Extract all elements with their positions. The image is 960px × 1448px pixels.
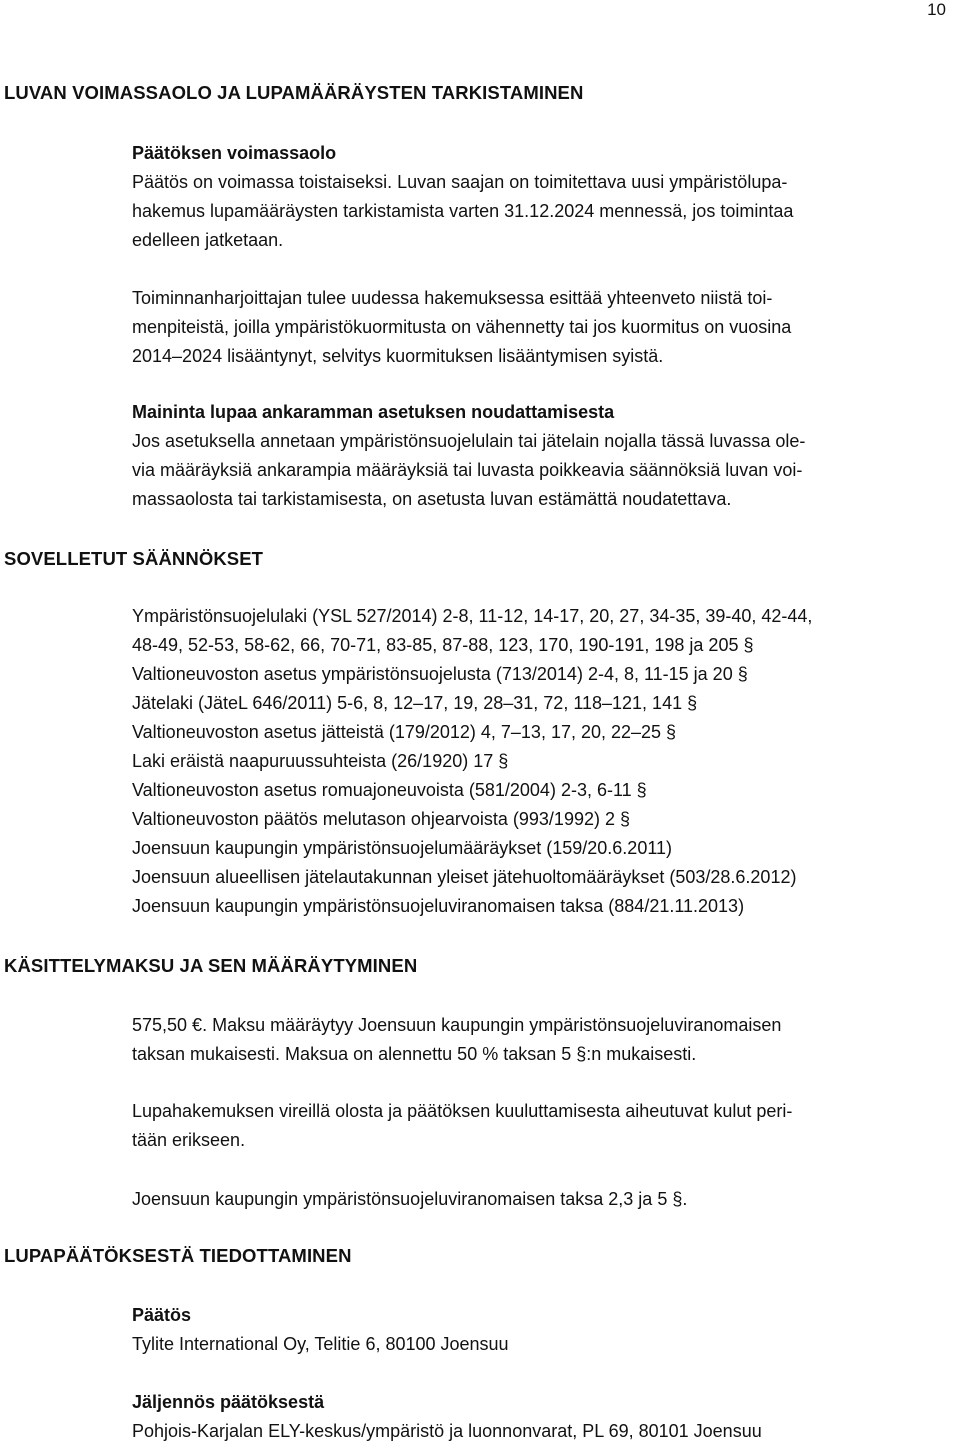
fee-line: Lupahakemuksen vireillä olosta ja päätöksen kuuluttamisesta aiheutuvat kulut peri- (132, 1101, 793, 1121)
operator-paragraph-line: menpiteistä, joilla ympäristökuormitusta on vähennetty tai jos kuormitus on vuosina (132, 317, 792, 337)
notification-heading: LUPAPÄÄTÖKSESTÄ TIEDOTTAMINEN (4, 1245, 352, 1266)
notification-copy-subheading: Jäljennös päätöksestä (132, 1392, 325, 1412)
fee-line: 575,50 €. Maksu määräytyy Joensuun kaupungin ympäristönsuojeluviranomaisen (132, 1015, 782, 1035)
rule-line: Valtioneuvoston asetus romuajoneuvoista (581/2004) 2-3, 6-11 § (132, 780, 647, 800)
rule-line: Joensuun kaupungin ympäristönsuojeluviranomaisen taksa (884/21.11.2013) (132, 896, 745, 916)
stricter-regulation-subheading: Maininta lupaa ankaramman asetuksen noudattamisesta (132, 402, 615, 422)
decision-validity-line: edelleen jatketaan. (132, 230, 284, 250)
rule-line: Joensuun alueellisen jätelautakunnan yleiset jätehuoltomääräykset (503/28.6.2012) (132, 867, 797, 887)
rule-line: Joensuun kaupungin ympäristönsuojelumääräykset (159/20.6.2011) (132, 838, 673, 858)
operator-paragraph (132, 284, 958, 371)
fee-line: Joensuun kaupungin ympäristönsuojeluviranomaisen taksa 2,3 ja 5 §. (132, 1189, 688, 1209)
rule-line: Laki eräistä naapuruussuhteista (26/1920) 17 § (132, 751, 509, 771)
rule-line: Ympäristönsuojelulaki (YSL 527/2014) 2-8, 11-12, 14-17, 20, 27, 34-35, 39-40, 42-44, (132, 606, 813, 626)
stricter-regulation-line: Jos asetuksella annetaan ympäristönsuojelulain tai jätelain nojalla tässä luvassa ole- (132, 431, 806, 451)
notification-decision-subheading: Päätös (132, 1305, 192, 1325)
validity-heading: LUVAN VOIMASSAOLO JA LUPAMÄÄRÄYSTEN TARKISTAMINEN (4, 82, 584, 103)
stricter-regulation-line: via määräyksiä ankarampia määräyksiä tai luvasta poikkeavia säännöksiä luvan voi- (132, 460, 803, 480)
rule-line: Valtioneuvoston asetus jätteistä (179/2012) 4, 7–13, 17, 20, 22–25 § (132, 722, 677, 742)
rule-line: Valtioneuvoston päätös melutason ohjearvoista (993/1992) 2 § (132, 809, 630, 829)
stricter-regulation-line: massaolosta tai tarkistamisesta, on asetusta luvan estämättä noudatettava. (132, 489, 732, 509)
notification-copy-recipient: Pohjois-Karjalan ELY-keskus/ympäristö ja luonnonvarat, PL 69, 80101 Joensuu (132, 1421, 762, 1441)
decision-validity-block (132, 139, 958, 255)
notification-copy-block (132, 1388, 958, 1446)
rule-line: Jätelaki (JäteL 646/2011) 5-6, 8, 12–17, 19, 28–31, 72, 118–121, 141 § (132, 693, 698, 713)
stricter-regulation-block (132, 398, 958, 514)
rule-line: 48-49, 52-53, 58-62, 66, 70-71, 83-85, 87-88, 123, 170, 190-191, 198 ja 205 § (132, 635, 754, 655)
notification-decision-block (132, 1301, 958, 1359)
fee-line: taksan mukaisesti. Maksua on alennettu 50 % taksan 5 §:n mukaisesti. (132, 1044, 697, 1064)
operator-paragraph-line: 2014–2024 lisääntynyt, selvitys kuormituksen lisääntymisen syistä. (132, 346, 664, 366)
fee-paragraph-1 (132, 1011, 958, 1069)
fee-line: tään erikseen. (132, 1130, 246, 1150)
applied-rules-list (132, 602, 958, 921)
fee-paragraph-3 (132, 1185, 958, 1214)
decision-validity-line: hakemus lupamääräysten tarkistamista varten 31.12.2024 mennessä, jos toimintaa (132, 201, 794, 221)
page-number: 10 (927, 0, 946, 19)
notification-decision-recipient: Tylite International Oy, Telitie 6, 80100 Joensuu (132, 1334, 509, 1354)
operator-paragraph-line: Toiminnanharjoittajan tulee uudessa hakemuksessa esittää yhteenveto niistä toi- (132, 288, 773, 308)
rule-line: Valtioneuvoston asetus ympäristönsuojelusta (713/2014) 2-4, 8, 11-15 ja 20 § (132, 664, 748, 684)
applied-rules-heading: SOVELLETUT SÄÄNNÖKSET (4, 548, 264, 569)
fee-paragraph-2 (132, 1097, 958, 1155)
fee-heading: KÄSITTELYMAKSU JA SEN MÄÄRÄYTYMINEN (4, 955, 418, 976)
decision-validity-subheading: Päätöksen voimassaolo (132, 143, 337, 163)
decision-validity-line: Päätös on voimassa toistaiseksi. Luvan saajan on toimitettava uusi ympäristölupa- (132, 172, 788, 192)
